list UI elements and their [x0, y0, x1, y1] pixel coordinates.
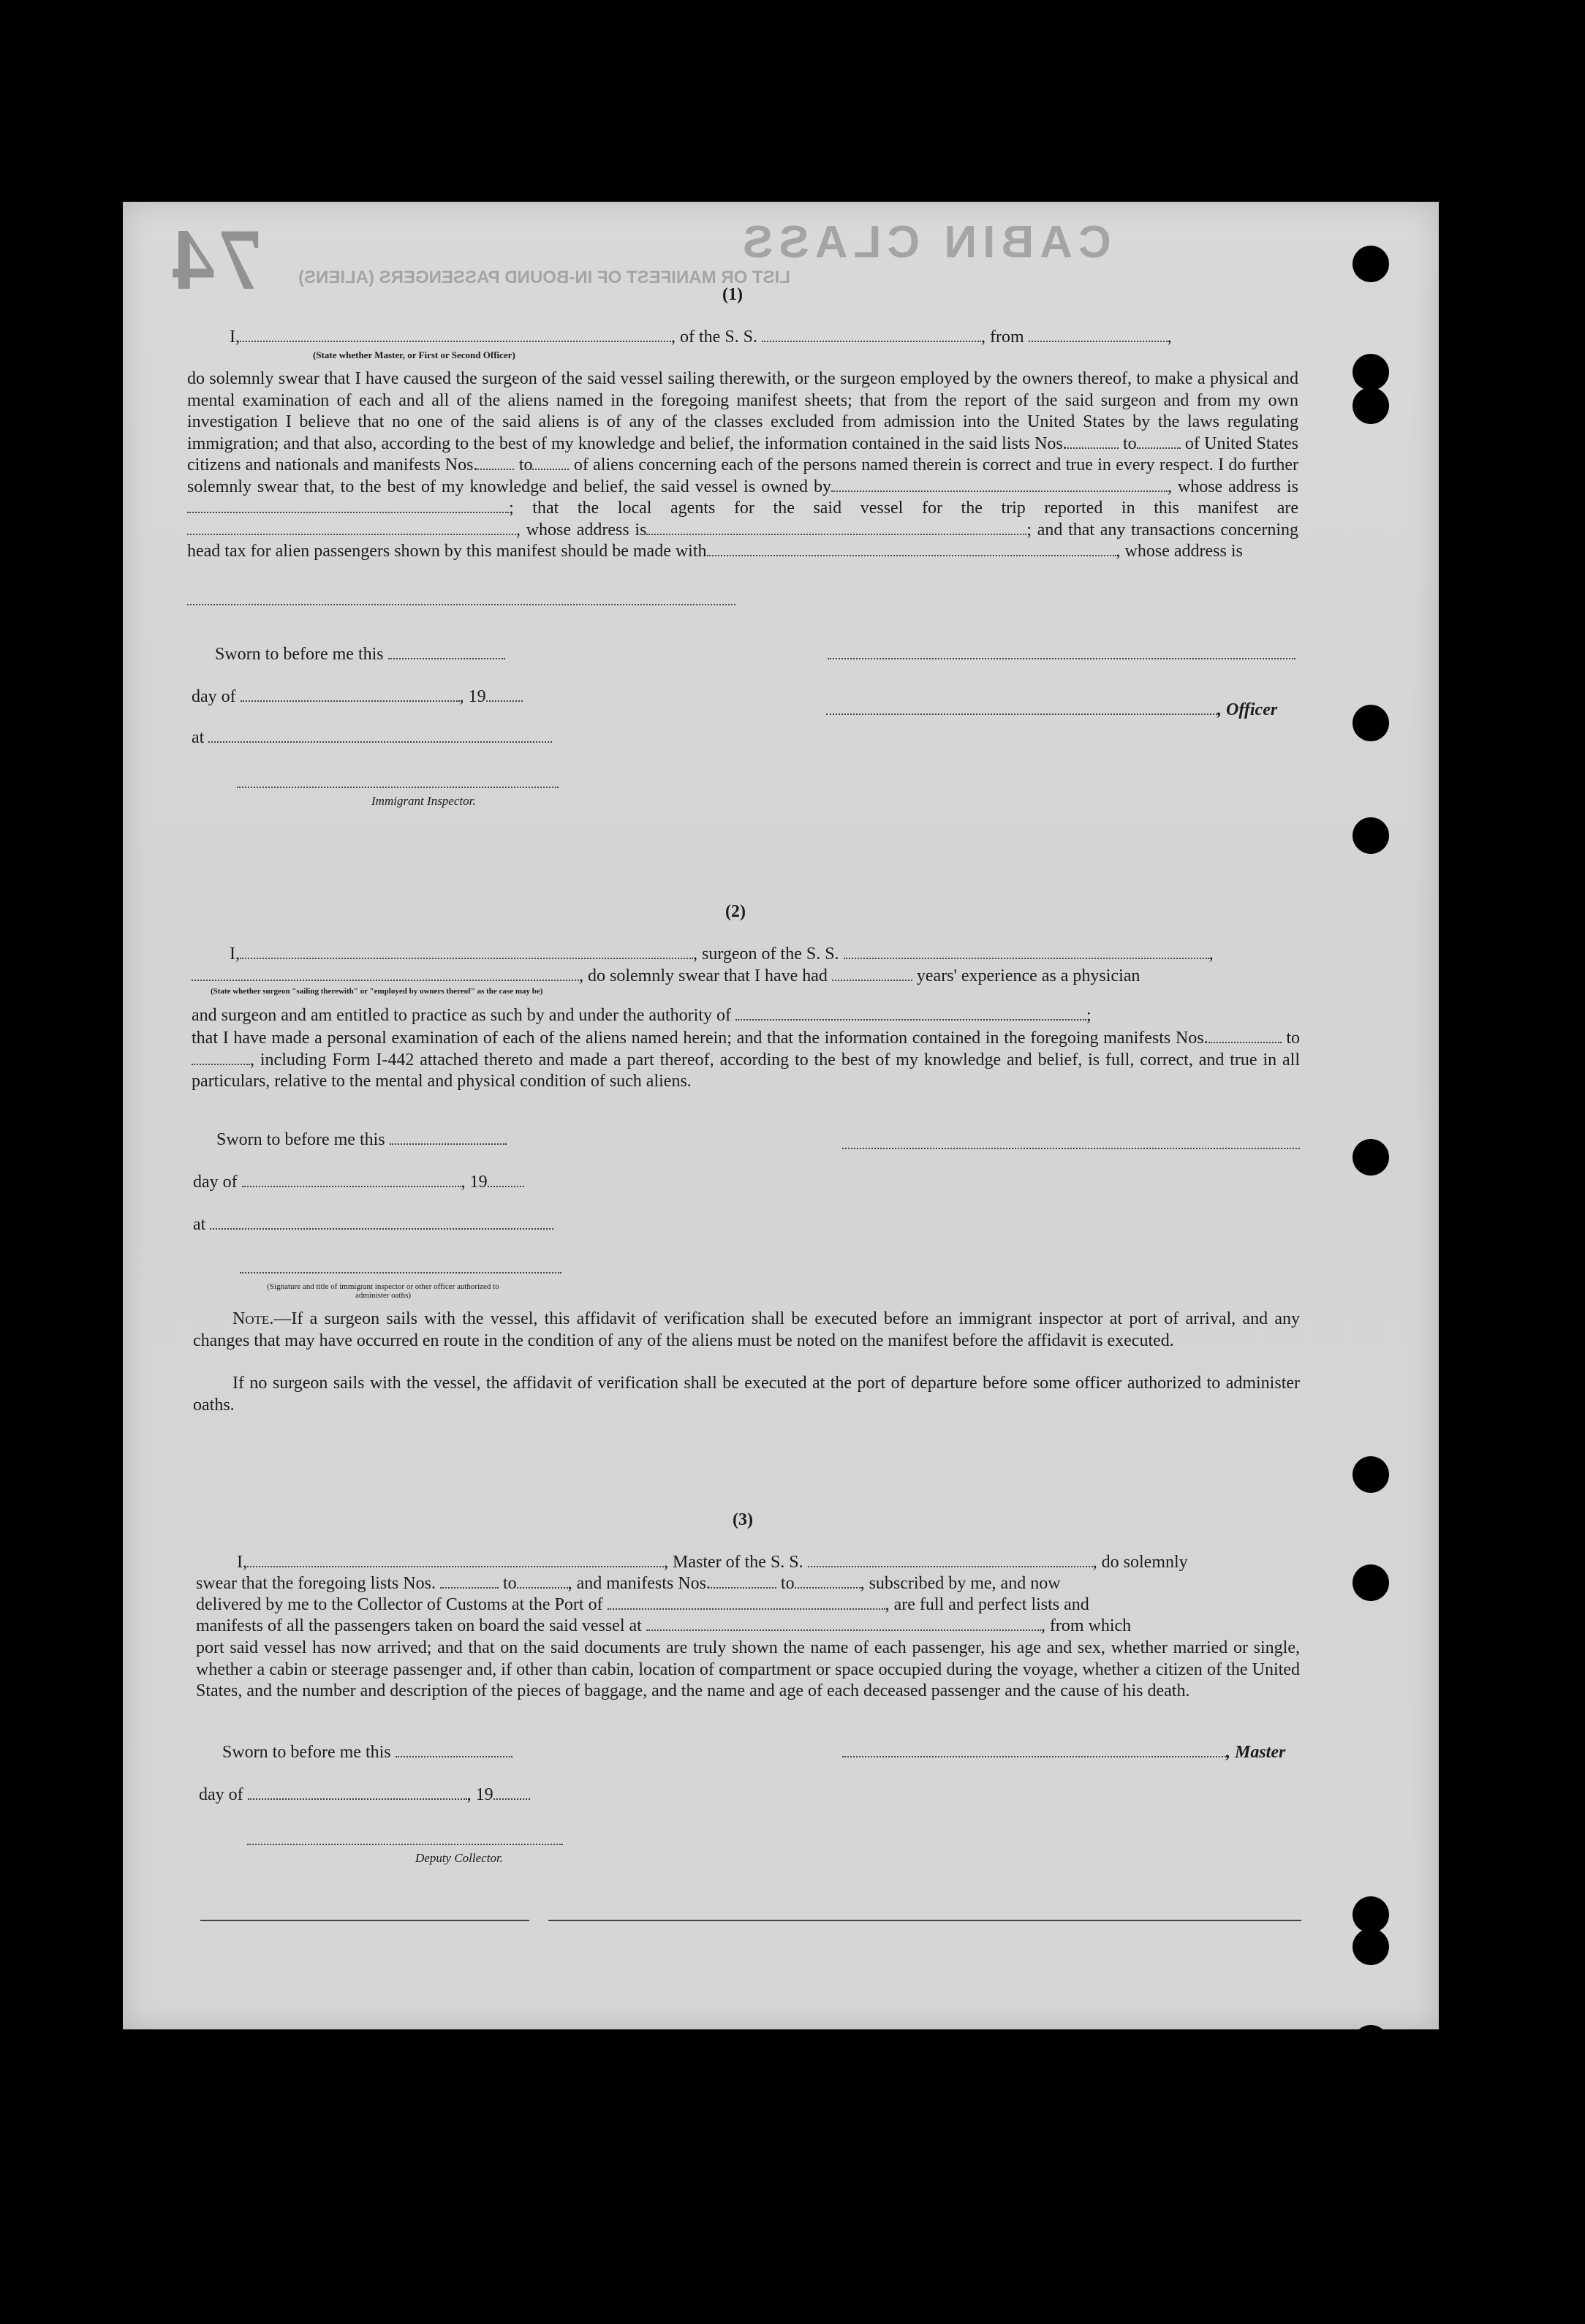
bottom-rule-right [548, 1920, 1301, 1921]
section-1-inspector-line [237, 787, 559, 788]
section-3-day-of: day of , 19 [199, 1785, 530, 1805]
section-2-heading: (2) [725, 902, 746, 921]
section-2-authority: and surgeon and am entitled to practice as such by and under the authority of ; [192, 1006, 1092, 1025]
section-1-day-of: day of , 19 [192, 687, 523, 707]
section-1-signature-line [828, 658, 1295, 659]
section-2-note-2: If no surgeon sails with the vessel, the affidavit of verification shall be executed at the port of departure before some officer authorized to administer oaths. [193, 1374, 1300, 1415]
section-1-at: at [192, 728, 552, 748]
stamp-number: 74 [167, 211, 263, 308]
section-2-body: that I have made a personal examination of each of the aliens named herein; and that the information contained in the foregoing manifests Nos. to, including Form I-442 attached thereto and made a part thereof, according to the best of my knowledge and belief, is full, correct, and true in all particulars, relative to the mental and physical condition of such aliens. [192, 1029, 1301, 1091]
binder-hole [1353, 387, 1389, 424]
section-1-inspector-caption: Immigrant Inspector. [371, 794, 476, 808]
bottom-rule-left [200, 1920, 529, 1921]
manifest-page [123, 202, 1439, 2029]
section-3-line-2: swear that the foregoing lists Nos. to , and manifests Nos. to , subscribed by me, and now [196, 1574, 1061, 1593]
binder-hole [1353, 246, 1389, 282]
section-3-line-3: delivered by me to the Collector of Customs at the Port of , are full and perfect lists and [196, 1595, 1089, 1614]
binder-hole [1353, 1564, 1389, 1601]
section-1-sworn: Sworn to before me this [215, 645, 505, 665]
binder-hole [1353, 1139, 1389, 1176]
section-1-officer: , Officer [826, 700, 1277, 720]
binder-hole [1353, 1456, 1389, 1493]
section-1-body: do solemnly swear that I have caused the surgeon of the said vessel sailing therewith, or the surgeon employed by the owners thereof, to make a physical and mental examination of each and all of the aliens named in the foregoing manifest sheets; that from the report of the said surgeon and from my own investigation I believe that no one of the said aliens is of any of the classes excluded from admission into the United States by the laws regulating immigration; and that also, according to the best of my knowledge and belief, the information contained in the said lists Nos. to of United States citizens and nationals and manifests Nos. to of aliens concerning each of the persons named therein is correct and true in every respect. I do further solemnly swear that, to the best of my knowledge and belief, the said vessel is owned by , whose address is; that the local agents for the said vessel for the trip reported in this manifest are, whose address is ; and that any transactions concerning head tax for alien passengers shown by this manifest should be made with , whose address is [187, 369, 1299, 561]
section-3-heading: (3) [733, 1510, 753, 1529]
section-2-line-2: , do solemnly swear that I have had years' experience as a physician [192, 966, 1140, 986]
binder-hole [1353, 1896, 1389, 1933]
section-2-day-of: day of , 19 [193, 1173, 524, 1192]
section-3-sworn: Sworn to before me this [222, 1743, 512, 1763]
binder-hole [1353, 2025, 1389, 2062]
binder-hole [1353, 354, 1389, 390]
section-2-signature-note: (Signature and title of immigrant inspector or other officer authorized to administer oaths) [267, 1282, 499, 1300]
section-2-note-1: Note.—If a surgeon sails with the vessel, this affidavit of verification shall be executed before an immigrant inspector at port of arrival, and any changes that may have occurred en route in the condition of any of the aliens must be noted on the manifest before the affidavit is executed. [193, 1309, 1300, 1350]
section-2-at: at [193, 1215, 553, 1235]
binder-hole [1353, 1929, 1389, 1965]
section-3-deputy-line [247, 1844, 563, 1845]
section-3-master: , Master [842, 1743, 1285, 1763]
section-2-state-note: (State whether surgeon "sailing therewith" or "employed by owners thereof" as the case may be) [211, 987, 543, 996]
section-3-line-1: I, , Master of the S. S. , do solemnly [237, 1553, 1188, 1572]
section-1-line-1: I, , of the S. S. , from , [230, 328, 1172, 347]
section-1-state-note: (State whether Master, or First or Second Officer) [313, 349, 515, 360]
section-3-line-4: manifests of all the passengers taken on board the said vessel at , from which [196, 1616, 1132, 1635]
section-2-inspector-line [240, 1272, 561, 1273]
section-1-heading: (1) [722, 285, 743, 304]
bleed-through-title: CABIN CLASS [737, 217, 1111, 268]
section-1-continuation-line [187, 604, 735, 605]
binder-hole [1353, 705, 1389, 741]
section-3-body: port said vessel has now arrived; and that on the said documents are truly shown the name of each passenger, his age and sex, whether married or single, whether a cabin or steerage passenger and, if other than cabin, location of compartment or space occupied during the voyage, whether a citizen of the United States, and the number and description of the pieces of baggage, and the name and age of each deceased passenger and the cause of his death. [196, 1638, 1300, 1700]
section-2-line-1: I, , surgeon of the S. S. , [230, 945, 1214, 964]
section-2-signature-line [842, 1148, 1300, 1149]
binder-hole [1353, 817, 1389, 854]
bleed-through-subtitle: LIST OR MANIFEST OF IN-BOUND PASSENGERS (ALIENS) [298, 268, 790, 287]
section-2-sworn: Sworn to before me this [216, 1130, 507, 1150]
section-3-deputy-caption: Deputy Collector. [415, 1851, 503, 1865]
